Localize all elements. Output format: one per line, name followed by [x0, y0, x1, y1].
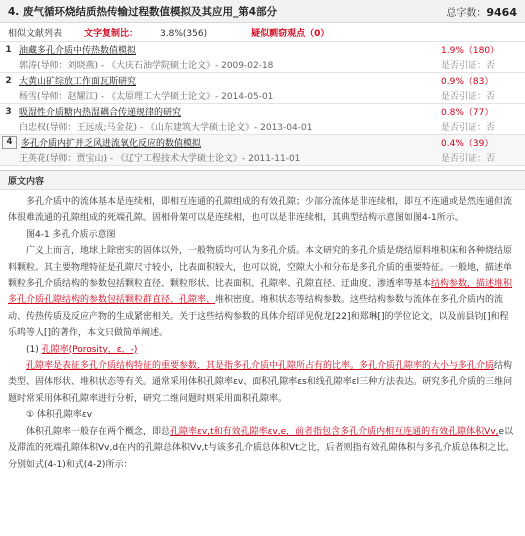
item-number: 2: [5, 75, 12, 86]
report-title: 4. 废气循环烧结质热传输过程数值模拟及其应用_第4部分: [8, 5, 278, 18]
section-heading: 原文内容: [0, 170, 525, 190]
matched-text[interactable]: 结构参数，描述堆积多孔介质孔隙结构的参数包括颗粒群直径、孔隙率、: [8, 279, 513, 306]
text-run: 广义上而言，地球上除密实的固体以外，一般物质均可认为多孔介质。本文研究的多孔介质是烧结原料堆积床和各种烧结原料颗粒。其主要物理特征是孔隙尺寸较小，比表面积较大，也可以说，空隙大小和分布是多孔介质的重要特征。一般地，描述单颗粒多孔介质结构的参数包括颗粒直径、颗粒形状、比表面积、孔隙率、孔隙直径、迂曲度、渗透率等基本: [8, 246, 513, 290]
matched-text[interactable]: 孔隙率εv,t和有效孔隙率εv,e，前者指包含多孔介质内相互连通的有效孔隙体积Vv,: [170, 426, 499, 437]
paragraph: [8, 243, 517, 341]
item-meta: 郭涛(导师：刘晓燕) - 《大庆石油学院硕士论文》- 2009-02-18: [19, 61, 274, 71]
item-cite-status: 是否引证：否: [441, 154, 496, 164]
paragraph: [8, 424, 517, 473]
list-item: [0, 104, 525, 135]
word-count-label: 总字数：: [446, 7, 487, 19]
subheading: [8, 342, 517, 358]
copy-ratio-label: 文字复制比：: [84, 28, 139, 39]
copy-ratio-value: 3.8%(356): [160, 28, 208, 39]
item-cite-status: 是否引证：否: [441, 92, 496, 102]
paragraph: [8, 358, 517, 407]
item-cite-status: 是否引证：否: [441, 61, 496, 71]
word-count-value: 9464: [486, 5, 517, 19]
item-number: 1: [5, 44, 12, 55]
subheading-number: (1): [26, 344, 42, 355]
suspect-count[interactable]: 疑似剽窃观点（0）: [251, 28, 330, 39]
item-title-link[interactable]: 大黄山矿综放工作面瓦斯研究: [19, 77, 137, 87]
matched-text[interactable]: 多孔介质: [458, 361, 495, 372]
item-cite-status: 是否引证：否: [441, 123, 496, 133]
text-run: 堆积密度、堆积状态等结构参数。这些结构参数与流体在多孔介质内的流动、传热传质及反应产物的生成紧密相关。关于这些结构参数的具体介绍详见倪龙[22]和郑琳[]的学位论文，以及前县钧[]和程乐鸣等人[]的著作，本文只做简单阐述。: [8, 295, 509, 339]
figure-caption: 图4-1 多孔介质示意图: [26, 229, 116, 240]
item-title-link[interactable]: 多孔介质内扩并乏风进流氧化反应的数值模拟: [21, 139, 202, 149]
item-title-link[interactable]: 油藏多孔介质中传热数值模拟: [19, 46, 137, 56]
paragraph: 多孔介质中的流体基本是连续相，即相互连通的孔隙组成的有效孔隙；少部分流体是非连续相，即互不连通或是然连通但流体很难流通的孔隙组成的死端孔隙。固相骨架可以是连续相，也可以是非连续相，其典型结构示意图如图4-1所示。: [8, 197, 513, 224]
matched-text[interactable]: 孔隙率(Porosity，ε，-): [41, 344, 138, 355]
summary-bar: [0, 23, 525, 42]
word-count: [446, 4, 517, 19]
list-item: [0, 73, 525, 104]
item-number: 3: [5, 106, 12, 117]
text-run: 体积孔隙率一般存在两个概念，即总: [26, 426, 171, 437]
item-percent: 0.4%（39）: [441, 139, 494, 149]
item-meta: 王英花(导师：贾宝山) - 《辽宁工程技术大学硕士论文》- 2011-11-01: [19, 154, 301, 164]
copy-ratio: [84, 26, 229, 39]
report-header: [0, 0, 525, 23]
text-run: 结构类型、固体形状、堆积状态等有关。通常采用体积孔隙率εv、面积孔隙率εs和线孔隙率εl三种方法表达。研究多孔介质的三维问题时常采用体积孔隙率进行分析，研究二维问题时则采用面积孔隙率。: [8, 361, 513, 404]
item-meta: 白忠权(导师：王远成;马金花) - 《山东建筑大学硕士论文》- 2013-04-01: [19, 123, 313, 133]
similar-list: [0, 42, 525, 166]
text-run: e以及滞流的死端孔隙体积Vv,d在内的孔隙总体积Vv,t与该多孔介质总体积Vt之比，后者则指有效孔隙体积与多孔介质总体积之比，分别如式(4-1)和式(4-2)所示：: [8, 426, 515, 470]
list-item: [0, 42, 525, 73]
similar-list-label: 相似文献列表: [8, 28, 63, 39]
item-percent: 0.8%（77）: [441, 108, 494, 118]
subheading: ① 体积孔隙率εv: [26, 410, 93, 421]
item-title-link[interactable]: 吸湿性介质糖内热湿耦合传递规律的研究: [19, 108, 182, 118]
item-number: 4: [2, 136, 17, 149]
item-percent: 0.9%（83）: [441, 77, 494, 87]
item-meta: 杨雪(导师：赵耀江) - 《太原理工大学硕士论文》- 2014-05-01: [19, 92, 274, 102]
list-item: [0, 135, 525, 166]
matched-text[interactable]: 孔隙率是表征多孔介质结构特征的重要参数，其是指多孔介质中孔隙所占有的比率。多孔介质孔隙率的大小与: [26, 361, 459, 372]
original-text: [0, 190, 525, 473]
item-percent: 1.9%（180）: [441, 46, 500, 56]
